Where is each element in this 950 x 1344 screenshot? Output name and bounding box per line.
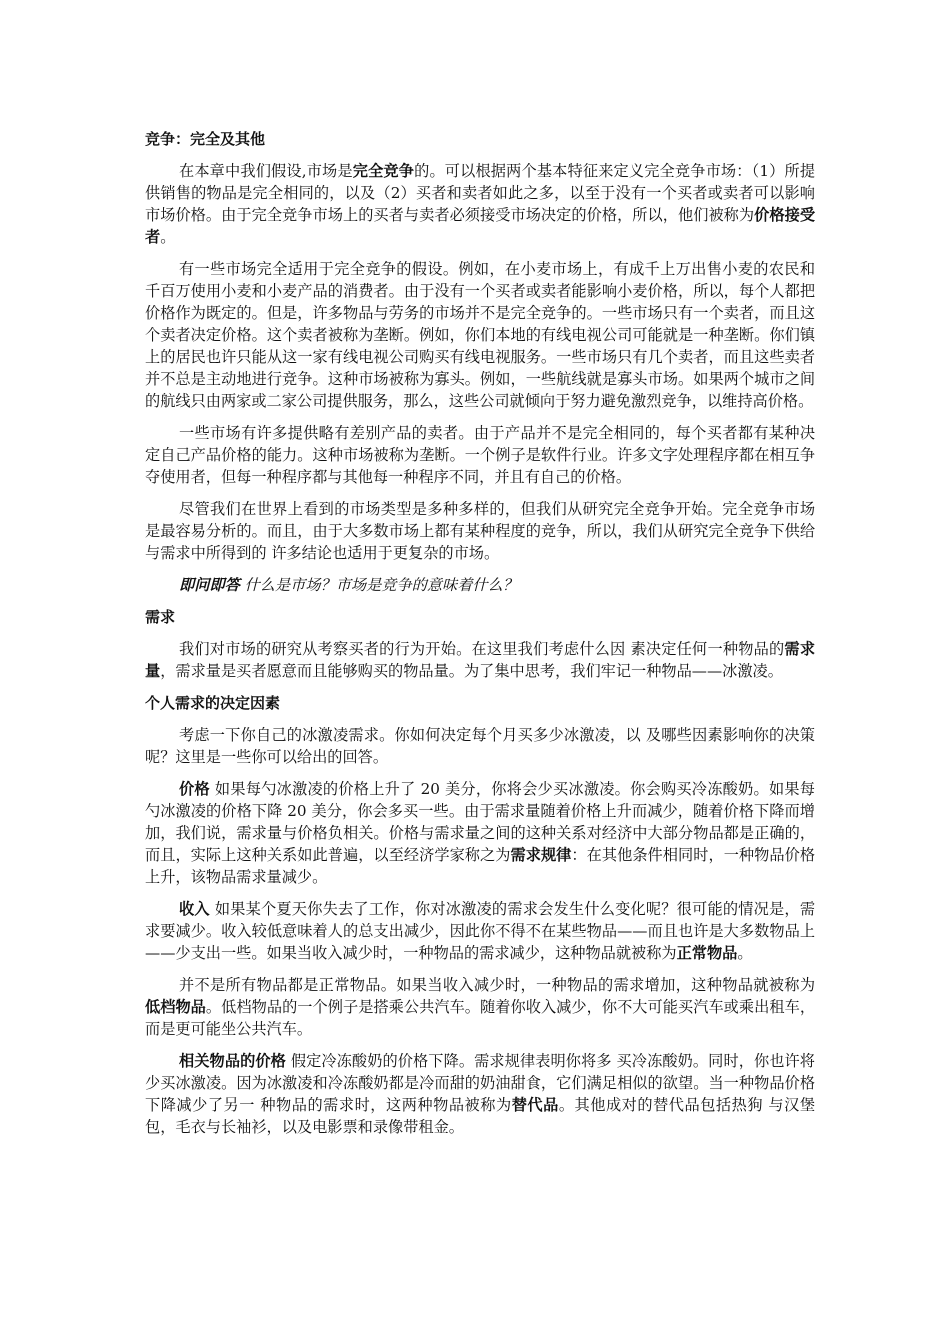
section-title-demand: 需求 (145, 608, 176, 626)
term-price-taker: 价格接受者 (145, 206, 816, 246)
section-title-determinants: 个人需求的决定因素 (145, 694, 281, 712)
paragraph-monopolistic-competition: 一些市场有许多提供略有差别产品的卖者。由于产品并不是完全相同的，每个买者都有某种决定自己产品价格的能力。这种市场被称为垄断。一个例子是软件行业。许多文字处理程序都在相互争夺使用者，但每一种程序都与其他每一种程序不同，并且有自己的价格。 (145, 424, 815, 486)
term-income: 收入 (179, 900, 210, 918)
paragraph-price: 价格 如果每勺冰激凌的价格上升了 20 美分，你将会少买冰激凌。你会购买冷冻酸奶。如果每勺冰激凌的价格下降 20 美分，你会多买一些。由于需求量随着价格上升而减少，随着价格下降而增加，我们说，需求量与价格负相关。价格与需求量之间的这种关系对经济中大部分物品都是正确的，而且，实际上这种关系如此普遍，以至经济学家称之为需求规律：在其他条件相同时，一种物品价格上升，该物品需求量减少。 (145, 780, 816, 886)
paragraph-study-start: 尽管我们在世界上看到的市场类型是多种多样的，但我们从研究完全竞争开始。完全竞争市场是最容易分析的。而且，由于大多数市场上都有某种程度的竞争，所以，我们从研究完全竞争下供给与需求中所得到的 许多结论也适用于更复杂的市场。 (145, 500, 815, 562)
term-price: 价格 (179, 780, 210, 798)
paragraph-related-goods: 相关物品的价格 假定冷冻酸奶的价格下降。需求规律表明你将多 买冷冻酸奶。同时，你也许将少买冰激凌。因为冰激凌和冷冻酸奶都是冷而甜的奶油甜食，它们满足相似的欲望。当一种物品价格下降减少了另一 种物品的需求时，这两种物品被称为替代品。其他成对的替代品包括热狗 与汉堡包，毛衣与长袖衫，以及电影票和录像带租金。 (145, 1052, 816, 1136)
quick-quiz-label: 即问即答 (179, 576, 240, 594)
term-related-goods-price: 相关物品的价格 (179, 1052, 286, 1070)
quick-quiz-question: 什么是市场？市场是竞争的意味着什么？ (239, 576, 518, 594)
section-title-competition: 竞争：完全及其他 (145, 130, 266, 148)
term-quantity-demanded: 需求量 (145, 640, 816, 680)
quick-quiz (145, 574, 815, 596)
paragraph-income: 收入 如果某个夏天你失去了工作，你对冰激凌的需求会发生什么变化呢？很可能的情况是，需求要减少。收入较低意味着人的总支出减少，因此你不得不在某些物品——而且也许是大多数物品上——少支出一些。如果当收入减少时，一种物品的需求减少，这种物品就被称为正常物品。 (145, 900, 816, 962)
paragraph-market-types: 有一些市场完全适用于完全竞争的假设。例如，在小麦市场上，有成千上万出售小麦的农民和千百万使用小麦和小麦产品的消费者。由于没有一个买者或卖者能影响小麦价格，所以，每个人都把价格作为既定的。但是，许多物品与劳务的市场并不是完全竞争的。一些市场只有一个卖者，而且这个卖者决定价格。这个卖者被称为垄断。例如，你们本地的有线电视公司可能就是一种垄断。你们镇上的居民也许只能从这一家有线电视公司购买有线电视服务。一些市场只有几个卖者，而且这些卖者并不总是主动地进行竞争。这种市场被称为寡头。例如，一些航线就是寡头市场。如果两个城市之间的航线只由两家或二家公司提供服务，那么，这些公司就倾向于努力避免激烈竞争，以维持高价格。 (145, 260, 815, 410)
paragraph-quantity-demanded: 我们对市场的研究从考察买者的行为开始。在这里我们考虑什么因 素决定任何一种物品的需求量，需求量是买者愿意而且能够购买的物品量。为了集中思考，我们牢记一种物品——冰激凌。 (145, 640, 816, 680)
term-substitutes: 替代品 (511, 1096, 559, 1114)
paragraph-consider-demand: 考虑一下你自己的冰激凌需求。你如何决定每个月买多少冰激凌，以 及哪些因素影响你的决策呢？这里是一些你可以给出的回答。 (145, 726, 815, 766)
paragraph-perfect-competition: 在本章中我们假设,市场是完全竞争的。可以根据两个基本特征来定义完全竞争市场：（1）所提供销售的物品是完全相同的，以及（2）买者和卖者如此之多，以至于没有一个买者或卖者可以影响市场价格。由于完全竞争市场上的买者与卖者必须接受市场决定的价格，所以，他们被称为价格接受者。 (145, 162, 816, 246)
term-law-of-demand: 需求规律 (510, 846, 572, 864)
paragraph-inferior-good: 并不是所有物品都是正常物品。如果当收入减少时，一种物品的需求增加，这种物品就被称为低档物品。低档物品的一个例子是搭乘公共汽车。随着你收入减少，你不大可能买汽车或乘出租车，而是更可能坐公共汽车。 (145, 976, 816, 1038)
document-page (145, 118, 815, 1148)
term-perfect-competition: 完全竞争 (352, 162, 415, 180)
term-inferior-good: 低档物品 (145, 998, 206, 1016)
term-normal-good: 正常物品 (676, 944, 738, 962)
